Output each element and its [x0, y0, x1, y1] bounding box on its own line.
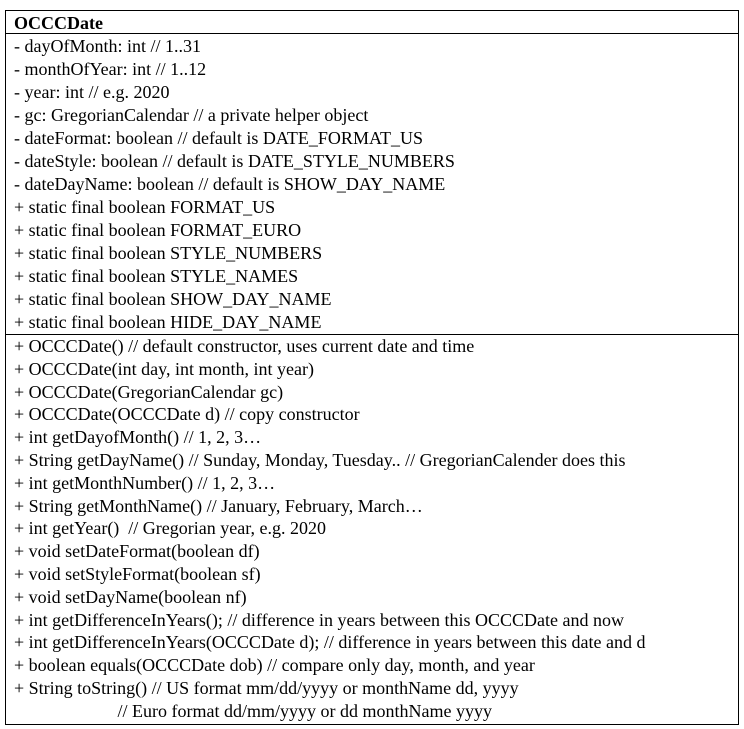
- method-line: + String getDayName() // Sunday, Monday, Tuesday.. // GregorianCalender does this: [14, 449, 626, 470]
- uml-class-box: [5, 10, 739, 725]
- attribute-line: + static final boolean STYLE_NAMES: [14, 266, 299, 286]
- class-name: OCCCDate: [14, 13, 103, 33]
- attribute-line: - dateDayName: boolean // default is SHOW_DAY_NAME: [14, 174, 446, 194]
- method-line: + boolean equals(OCCCDate dob) // compare only day, month, and year: [14, 655, 535, 676]
- attribute-line: - dayOfMonth: int // 1..31: [14, 36, 201, 56]
- method-line: + void setStyleFormat(boolean sf): [14, 563, 261, 584]
- method-line: + int getDifferenceInYears(OCCCDate d); // difference in years between this date and d: [14, 632, 646, 653]
- method-line: + OCCCDate(OCCCDate d) // copy constructor: [14, 404, 360, 425]
- attribute-line: + static final boolean STYLE_NUMBERS: [14, 243, 323, 263]
- class-name-section: [6, 11, 738, 34]
- method-line: + int getDifferenceInYears(); // difference in years between this OCCCDate and now: [14, 609, 624, 630]
- method-line: + String toString() // US format mm/dd/yyyy or monthName dd, yyyy: [14, 677, 519, 698]
- method-line: + void setDateFormat(boolean df): [14, 541, 260, 562]
- attribute-line: - monthOfYear: int // 1..12: [14, 59, 207, 79]
- attribute-line: + static final boolean FORMAT_EURO: [14, 220, 302, 240]
- method-line: + String getMonthName() // January, February, March…: [14, 495, 423, 516]
- attribute-line: - year: int // e.g. 2020: [14, 82, 170, 102]
- method-line: + int getYear() // Gregorian year, e.g. 2020: [14, 518, 327, 539]
- attributes-section: [6, 34, 738, 335]
- methods-section: [6, 335, 738, 723]
- attribute-line: - dateFormat: boolean // default is DATE_FORMAT_US: [14, 128, 423, 148]
- attribute-line: - dateStyle: boolean // default is DATE_STYLE_NUMBERS: [14, 151, 455, 171]
- method-line: + OCCCDate(GregorianCalendar gc): [14, 381, 284, 402]
- method-line: + void setDayName(boolean nf): [14, 586, 247, 607]
- attribute-line: - gc: GregorianCalendar // a private helper object: [14, 105, 369, 125]
- method-line: + OCCCDate() // default constructor, uses current date and time: [14, 336, 475, 356]
- method-line: + int getMonthNumber() // 1, 2, 3…: [14, 472, 276, 493]
- attribute-line: + static final boolean HIDE_DAY_NAME: [14, 312, 322, 332]
- attribute-line: + static final boolean FORMAT_US: [14, 197, 276, 217]
- method-line: // Euro format dd/mm/yyyy or dd monthName yyyy: [14, 700, 492, 721]
- method-line: + OCCCDate(int day, int month, int year): [14, 358, 314, 379]
- attribute-line: + static final boolean SHOW_DAY_NAME: [14, 289, 332, 309]
- method-line: + int getDayofMonth() // 1, 2, 3…: [14, 427, 262, 448]
